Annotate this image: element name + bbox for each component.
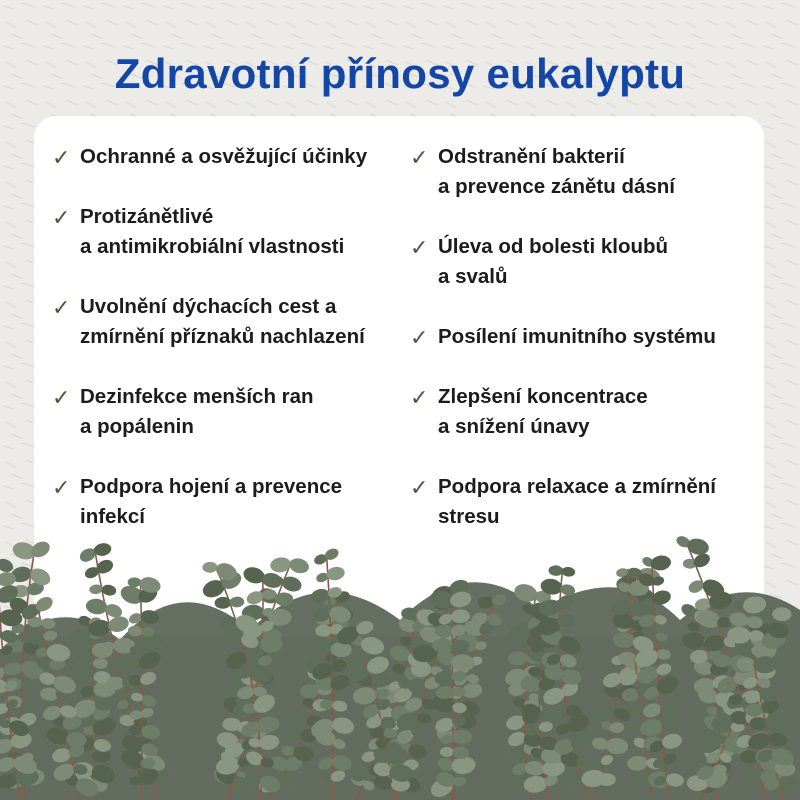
list-item-text: Protizánětlivé a antimikrobiální vlastnosti (80, 205, 345, 258)
list-item (410, 142, 770, 202)
check-icon: ✓ (52, 205, 71, 230)
list-item-text: Uvolnění dýchacích cest a zmírnění příznaků nachlazení (80, 295, 365, 348)
check-icon: ✓ (410, 235, 429, 260)
check-icon: ✓ (52, 295, 71, 320)
benefits-list-left (52, 142, 402, 532)
list-item-text: Podpora hojení a prevence infekcí (80, 475, 343, 528)
check-icon: ✓ (52, 475, 71, 500)
check-icon: ✓ (410, 325, 429, 350)
eucalyptus-foliage-illustration (0, 530, 800, 800)
check-icon: ✓ (52, 385, 71, 410)
list-item (52, 382, 402, 442)
list-item-text: Podpora relaxace a zmírnění stresu (438, 475, 717, 528)
list-item (410, 322, 770, 352)
list-item (52, 202, 402, 262)
list-item-text: Odstranění bakterií a prevence zánětu dásní (438, 145, 675, 198)
list-item (52, 142, 402, 172)
list-item (52, 472, 402, 532)
list-item (410, 472, 770, 532)
check-icon: ✓ (410, 385, 429, 410)
list-item (52, 292, 402, 352)
list-item-text: Zlepšení koncentrace a snížení únavy (438, 385, 648, 438)
list-item-text: Úleva od bolesti kloubů a svalů (438, 235, 669, 288)
list-item (410, 232, 770, 292)
page-title: Zdravotní přínosy eukalyptu (114, 50, 686, 97)
check-icon: ✓ (410, 475, 429, 500)
list-item-text: Dezinfekce menších ran a popálenin (80, 385, 314, 438)
check-icon: ✓ (52, 145, 71, 170)
benefits-list-right (410, 142, 770, 532)
list-item-text: Ochranné a osvěžující účinky (80, 145, 368, 168)
list-item-text: Posílení imunitního systému (438, 325, 716, 348)
check-icon: ✓ (410, 145, 429, 170)
list-item (410, 382, 770, 442)
